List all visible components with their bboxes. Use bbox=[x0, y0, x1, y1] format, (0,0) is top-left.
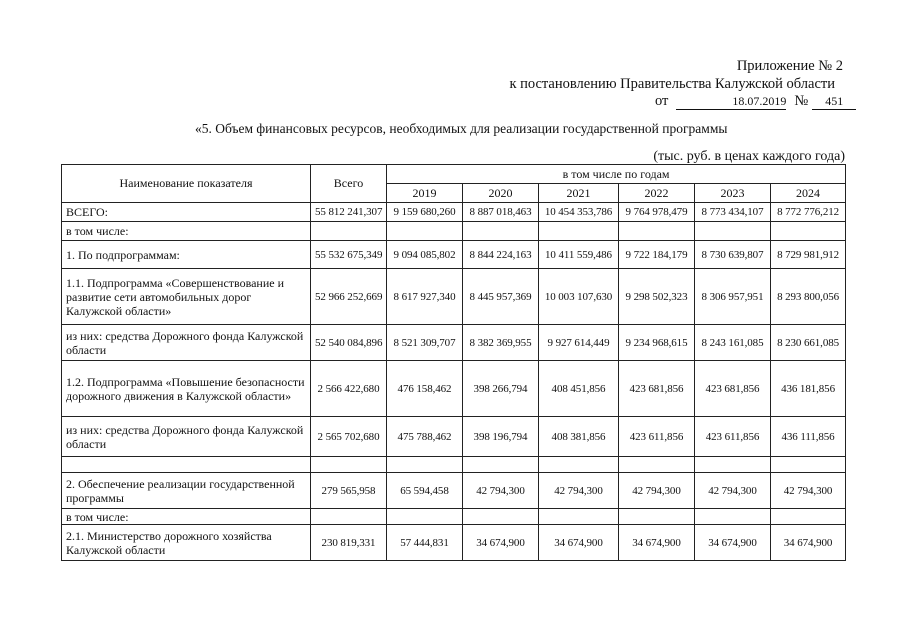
row-value: 42 794,300 bbox=[619, 473, 695, 509]
row-value: 476 158,462 bbox=[387, 361, 463, 417]
row-total bbox=[311, 457, 387, 473]
table-row-empty bbox=[62, 457, 846, 473]
row-value: 475 788,462 bbox=[387, 417, 463, 457]
row-value: 10 003 107,630 bbox=[539, 269, 619, 325]
resolution-date: 18.07.2019 bbox=[676, 94, 786, 110]
row-value: 398 266,794 bbox=[463, 361, 539, 417]
row-value bbox=[619, 222, 695, 241]
row-value bbox=[539, 509, 619, 525]
row-value bbox=[463, 509, 539, 525]
row-value: 42 794,300 bbox=[539, 473, 619, 509]
row-total: 55 812 241,307 bbox=[311, 203, 387, 222]
row-total: 2 565 702,680 bbox=[311, 417, 387, 457]
row-name: ВСЕГО: bbox=[62, 203, 311, 222]
appendix-title: Приложение № 2 bbox=[736, 58, 843, 74]
row-value: 8 887 018,463 bbox=[463, 203, 539, 222]
row-value: 10 411 559,486 bbox=[539, 241, 619, 269]
table-row bbox=[62, 361, 846, 417]
row-name: 1. По подпрограммам: bbox=[62, 241, 311, 269]
row-total bbox=[311, 509, 387, 525]
row-value: 8 772 776,212 bbox=[771, 203, 846, 222]
row-value bbox=[771, 222, 846, 241]
row-value: 42 794,300 bbox=[463, 473, 539, 509]
row-value: 9 234 968,615 bbox=[619, 325, 695, 361]
number-label: № bbox=[794, 93, 809, 109]
row-value bbox=[619, 457, 695, 473]
col-header-year: 2024 bbox=[771, 184, 846, 203]
table-row bbox=[62, 325, 846, 361]
row-value: 8 293 800,056 bbox=[771, 269, 846, 325]
row-total: 52 966 252,669 bbox=[311, 269, 387, 325]
row-value bbox=[463, 222, 539, 241]
row-total: 2 566 422,680 bbox=[311, 361, 387, 417]
col-header-year: 2022 bbox=[619, 184, 695, 203]
resolution-date-number bbox=[655, 93, 856, 110]
row-value: 436 181,856 bbox=[771, 361, 846, 417]
row-value: 423 681,856 bbox=[695, 361, 771, 417]
row-value: 8 243 161,085 bbox=[695, 325, 771, 361]
row-value: 34 674,900 bbox=[539, 525, 619, 561]
col-header-name: Наименование показателя bbox=[62, 165, 311, 203]
row-value bbox=[387, 222, 463, 241]
row-value: 436 111,856 bbox=[771, 417, 846, 457]
resolution-reference: к постановлению Правительства Калужской области bbox=[509, 76, 835, 92]
row-value: 408 451,856 bbox=[539, 361, 619, 417]
from-label: от bbox=[655, 93, 669, 109]
col-header-year: 2023 bbox=[695, 184, 771, 203]
table-row bbox=[62, 473, 846, 509]
row-name: из них: средства Дорожного фонда Калужской области bbox=[62, 325, 311, 361]
row-value bbox=[695, 222, 771, 241]
row-value bbox=[771, 457, 846, 473]
row-value: 8 729 981,912 bbox=[771, 241, 846, 269]
row-value: 57 444,831 bbox=[387, 525, 463, 561]
row-value bbox=[539, 222, 619, 241]
header-row-1 bbox=[62, 165, 846, 184]
row-name bbox=[62, 457, 311, 473]
table-row bbox=[62, 203, 846, 222]
row-value bbox=[695, 509, 771, 525]
row-name: 2. Обеспечение реализации государственной программы bbox=[62, 473, 311, 509]
row-value: 8 730 639,807 bbox=[695, 241, 771, 269]
row-value: 8 617 927,340 bbox=[387, 269, 463, 325]
row-value bbox=[539, 457, 619, 473]
row-value: 9 094 085,802 bbox=[387, 241, 463, 269]
row-value: 34 674,900 bbox=[619, 525, 695, 561]
row-name: 1.2. Подпрограмма «Повышение безопасности дорожного движения в Калужской области» bbox=[62, 361, 311, 417]
units-note: (тыс. руб. в ценах каждого года) bbox=[653, 149, 845, 164]
row-value: 8 445 957,369 bbox=[463, 269, 539, 325]
financial-resources-table bbox=[61, 164, 846, 561]
row-total: 230 819,331 bbox=[311, 525, 387, 561]
table-row bbox=[62, 525, 846, 561]
row-value: 34 674,900 bbox=[771, 525, 846, 561]
row-name: 1.1. Подпрограмма «Совершенствование и развитие сети автомобильных дорог Калужской области» bbox=[62, 269, 311, 325]
col-header-year: 2019 bbox=[387, 184, 463, 203]
row-name: из них: средства Дорожного фонда Калужской области bbox=[62, 417, 311, 457]
col-header-years-group: в том числе по годам bbox=[387, 165, 846, 184]
row-name: в том числе: bbox=[62, 222, 311, 241]
resolution-number: 451 bbox=[812, 94, 856, 110]
row-total: 52 540 084,896 bbox=[311, 325, 387, 361]
row-value: 423 681,856 bbox=[619, 361, 695, 417]
row-value: 9 764 978,479 bbox=[619, 203, 695, 222]
row-value: 423 611,856 bbox=[619, 417, 695, 457]
col-header-year: 2021 bbox=[539, 184, 619, 203]
row-value bbox=[771, 509, 846, 525]
row-value bbox=[695, 457, 771, 473]
row-value: 9 927 614,449 bbox=[539, 325, 619, 361]
row-value: 8 773 434,107 bbox=[695, 203, 771, 222]
row-value: 9 298 502,323 bbox=[619, 269, 695, 325]
row-value: 65 594,458 bbox=[387, 473, 463, 509]
row-value: 42 794,300 bbox=[695, 473, 771, 509]
row-value: 9 159 680,260 bbox=[387, 203, 463, 222]
col-header-year: 2020 bbox=[463, 184, 539, 203]
section-title: «5. Объем финансовых ресурсов, необходимых для реализации государственной программы bbox=[195, 121, 728, 136]
row-total: 279 565,958 bbox=[311, 473, 387, 509]
row-value: 9 722 184,179 bbox=[619, 241, 695, 269]
row-value: 423 611,856 bbox=[695, 417, 771, 457]
table-row bbox=[62, 222, 846, 241]
row-value: 10 454 353,786 bbox=[539, 203, 619, 222]
row-value bbox=[387, 457, 463, 473]
row-value: 8 844 224,163 bbox=[463, 241, 539, 269]
row-value: 42 794,300 bbox=[771, 473, 846, 509]
row-value: 408 381,856 bbox=[539, 417, 619, 457]
row-value: 8 230 661,085 bbox=[771, 325, 846, 361]
row-value: 34 674,900 bbox=[695, 525, 771, 561]
row-value: 8 521 309,707 bbox=[387, 325, 463, 361]
row-value: 34 674,900 bbox=[463, 525, 539, 561]
row-name: в том числе: bbox=[62, 509, 311, 525]
row-value: 398 196,794 bbox=[463, 417, 539, 457]
row-total: 55 532 675,349 bbox=[311, 241, 387, 269]
table-row bbox=[62, 269, 846, 325]
row-value bbox=[463, 457, 539, 473]
table-row bbox=[62, 241, 846, 269]
row-total bbox=[311, 222, 387, 241]
table-row bbox=[62, 509, 846, 525]
col-header-total: Всего bbox=[311, 165, 387, 203]
row-value bbox=[619, 509, 695, 525]
row-name: 2.1. Министерство дорожного хозяйства Калужской области bbox=[62, 525, 311, 561]
row-value: 8 382 369,955 bbox=[463, 325, 539, 361]
table-row bbox=[62, 417, 846, 457]
row-value: 8 306 957,951 bbox=[695, 269, 771, 325]
row-value bbox=[387, 509, 463, 525]
